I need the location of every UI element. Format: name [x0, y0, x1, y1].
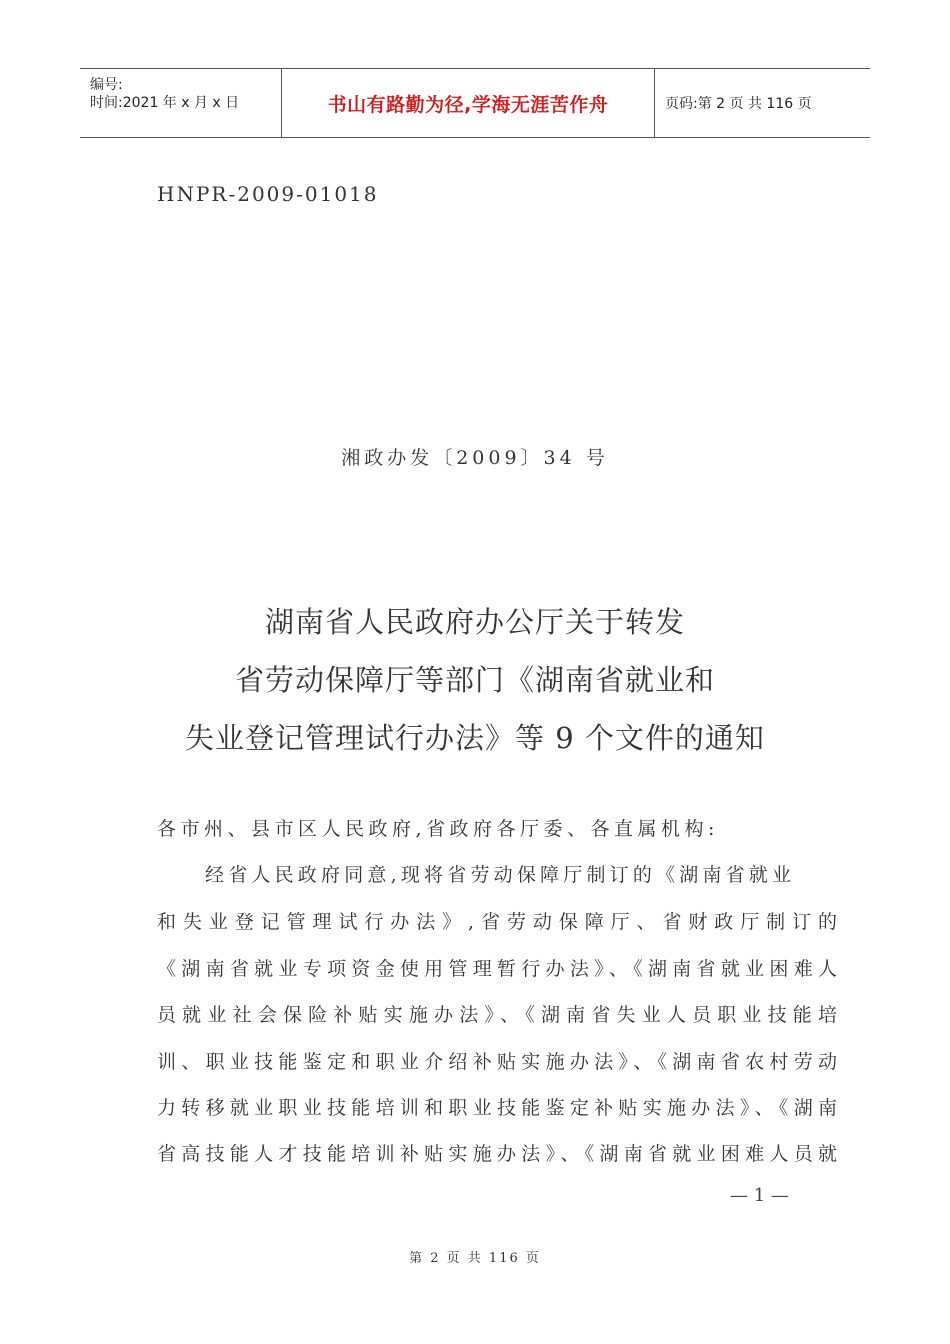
salutation: 各市州、县市区人民政府,省政府各厅委、各直属机构: — [157, 818, 719, 840]
inner-page-number: — 1 — — [730, 1185, 789, 1206]
title-line-1: 湖南省人民政府办公厅关于转发 — [264, 605, 685, 639]
document-id: HNPR-2009-01018 — [157, 182, 379, 206]
body-line: 力转移就业职业技能培训和职业技能鉴定补贴实施办法》、《湖南 — [157, 1097, 837, 1119]
header-left-cell — [80, 69, 282, 137]
body-line: 训、职业技能鉴定和职业介绍补贴实施办法》、《湖南省农村劳动 — [157, 1051, 837, 1073]
body-line: 员就业社会保险补贴实施办法》、《湖南省失业人员职业技能培 — [157, 1004, 837, 1026]
body-line: 和失业登记管理试行办法》,省劳动保障厅、省财政厅制订的 — [157, 911, 837, 933]
body-line: 经省人民政府同意,现将省劳动保障厅制订的《湖南省就业 — [205, 864, 796, 886]
page-info: 页码:第 2 页 共 116 页 — [665, 96, 812, 112]
header-table — [80, 68, 870, 138]
time-label: 时间:2021 年 x 月 x 日 — [90, 95, 240, 111]
page-footer: 第 2 页 共 116 页 — [409, 1251, 541, 1266]
motto: 书山有路勤为径,学海无涯苦作舟 — [327, 93, 609, 116]
number-label: 编号: — [90, 77, 123, 93]
title-line-3: 失业登记管理试行办法》等 9 个文件的通知 — [185, 721, 765, 755]
body-line: 《湖南省就业专项资金使用管理暂行办法》、《湖南省就业困难人 — [157, 958, 837, 980]
header-right-cell — [655, 69, 870, 137]
document-number: 湘政办发〔2009〕34 号 — [341, 447, 609, 469]
title-line-2: 省劳动保障厅等部门《湖南省就业和 — [234, 663, 715, 697]
header-middle-cell — [282, 69, 655, 137]
body-line: 省高技能人才技能培训补贴实施办法》、《湖南省就业困难人员就 — [157, 1143, 837, 1165]
